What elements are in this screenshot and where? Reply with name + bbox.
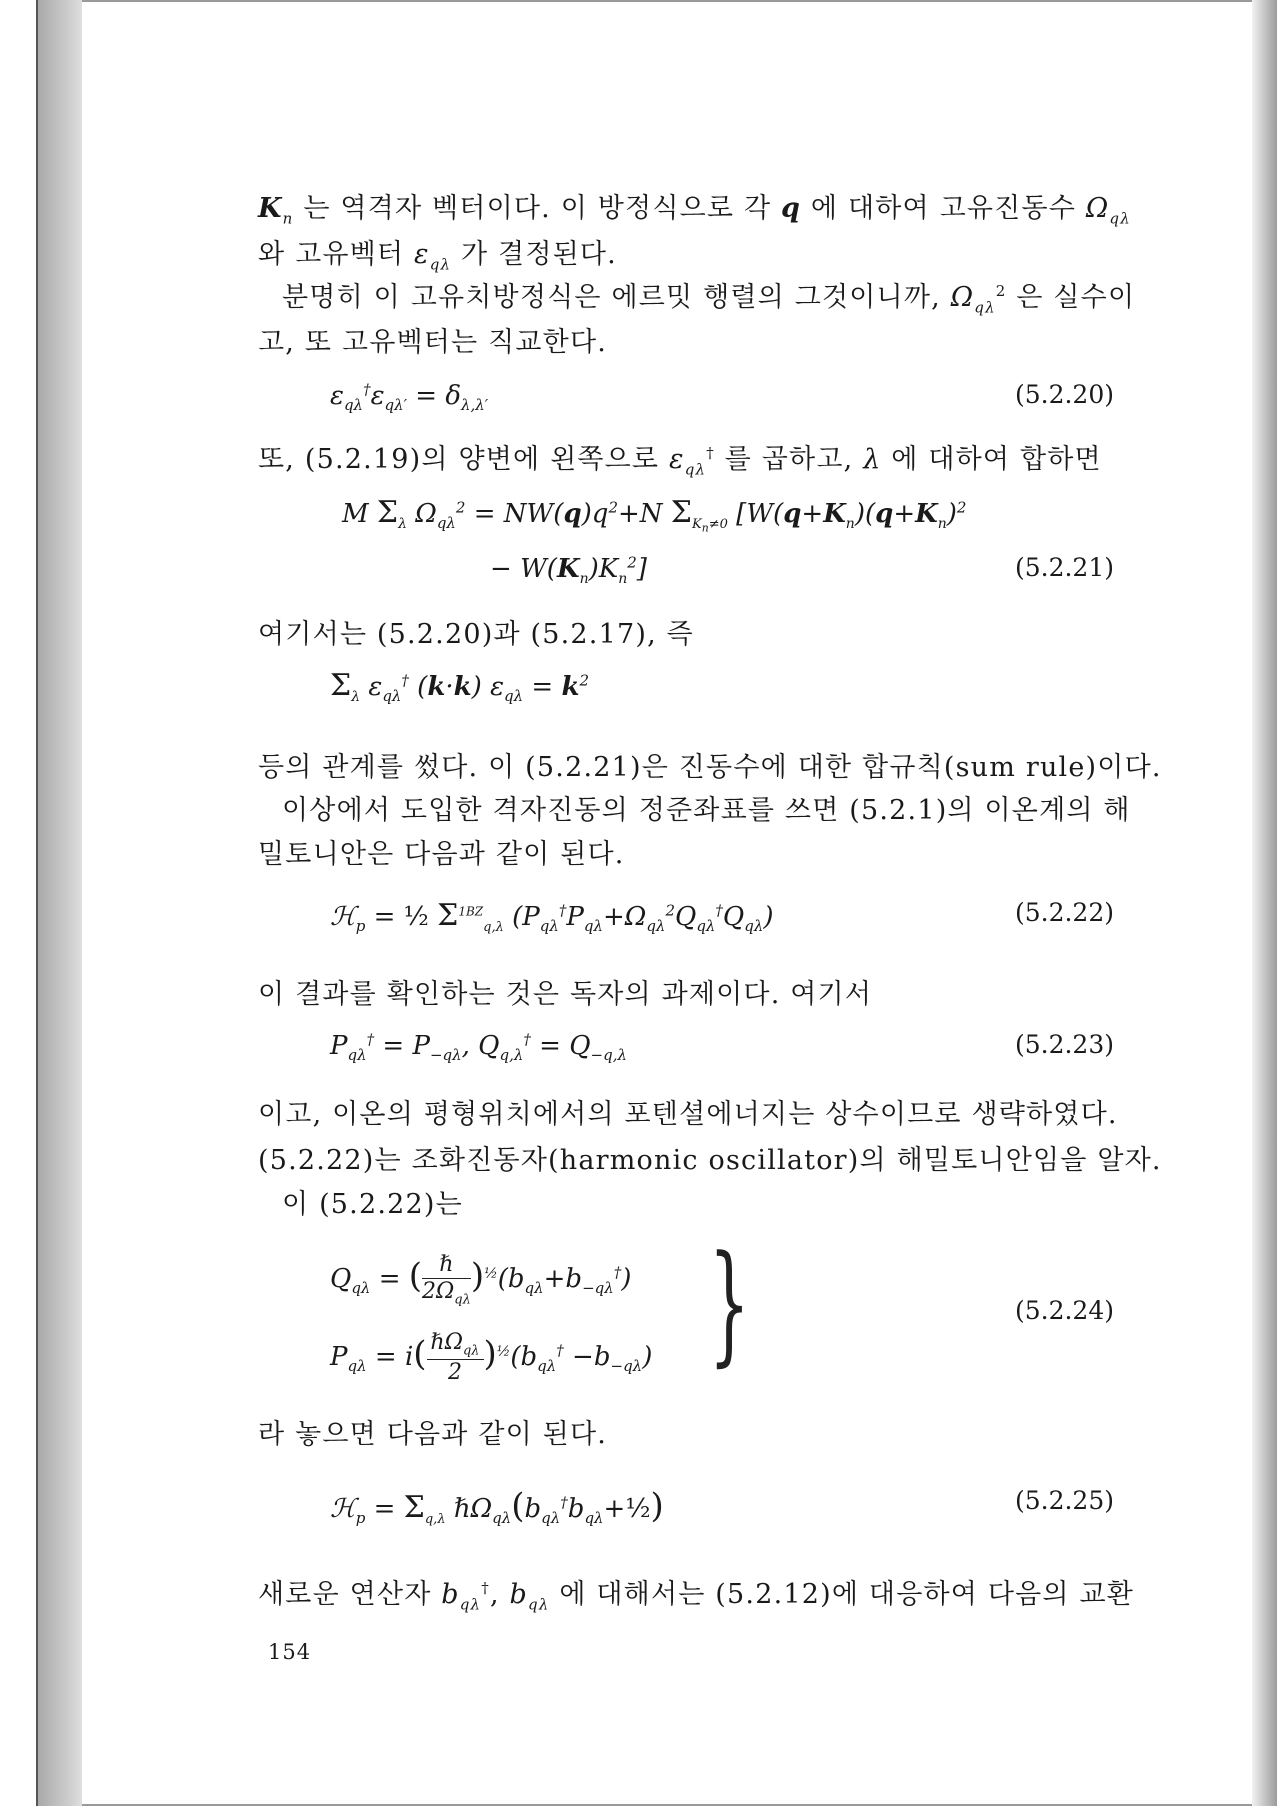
book-spine-left [36,0,84,1806]
right-brace: } [708,1227,751,1379]
equation-5-2-22 [330,898,1114,935]
text-line: 고, 또 고유벡터는 직교한다. [258,327,608,358]
equation-expr: $\Sigma_\lambda$ $\varepsilon_{q\lambda}^\dagger$ (k·k) $\varepsilon_{q\lambda} = k^2$ [330,668,590,706]
equation-number: (5.2.22) [1014,898,1114,927]
text-line: 라 놓으면 다음과 같이 된다. [258,1419,608,1450]
equation-expr: $\varepsilon_{q\lambda}^\dagger\varepsilon_{q\lambda'} = \delta_{\lambda,\lambda'}$ [330,380,489,414]
equation-expr: $P_{q\lambda}^\dagger = P_{-q\lambda}$, $Q_{q,\lambda}^\dagger = Q_{-q,\lambda}$ [330,1030,627,1064]
equation-expr: ℋ$_p$ = $\Sigma_{q,\lambda}$ $\hbar\Omega_{q\lambda}(b_{q\lambda}^\dagger b_{q\lambda}+\frac{1}{2})$ [330,1486,664,1528]
equation-5-2-24-line1 [330,1252,631,1308]
text-line: (5.2.22)는 조화진동자(harmonic oscillator)의 해밀토니안임을 알자. [258,1145,1162,1176]
equation-number: (5.2.24) [1014,1296,1114,1325]
equation-5-2-20 [330,380,1114,414]
equation-expr: $Q_{q\lambda}$ = ( ℏ $2\Omega_{q\lambda}$ )$^{\frac{1}{2}}(b_{q\lambda}+b_{-q\lambda}^\dagger)$ [330,1252,632,1308]
equation-number: (5.2.23) [1014,1030,1114,1059]
equation-number: (5.2.25) [1014,1486,1114,1515]
equation-expr: M $\Sigma_\lambda$ $\Omega_{q\lambda}^2 = NW(q)q^2+N$ $\Sigma_{K_n\ne 0}$ [$W(q+K_n)(q+K_n)^2$ [342,495,967,535]
equation-5-2-21-line2 [490,553,1114,587]
text-line: 이 결과를 확인하는 것은 독자의 과제이다. 여기서 [258,979,873,1010]
page-number: 154 [268,1640,312,1664]
equation-5-2-25 [330,1486,1114,1527]
text-line: 이상에서 도입한 격자진동의 정준좌표를 쓰면 (5.2.1)의 이온계의 해 [282,795,1131,826]
equation-number: (5.2.20) [1014,380,1114,409]
text-line: 또, (5.2.19)의 양변에 왼쪽으로 $\varepsilon_{q\lambda}^\dagger$ 를 곱하고, λ 에 대하여 합하면 [258,444,1102,479]
equation-5-2-21-line1 [342,495,966,535]
text-line: 분명히 이 고유치방정식은 에르밋 행렬의 그것이니까, $\Omega_{q\lambda}^2$ 은 실수이 [282,282,1136,317]
text-line: 밀토니안은 다음과 같이 된다. [258,839,625,870]
equation-expr: − $W(K_n)K_n^2$] [490,553,647,587]
text-line: 등의 관계를 썼다. 이 (5.2.21)은 진동수에 대한 합규칙(sum rule)이다. [258,752,1162,783]
book-edge-right [1252,0,1277,1806]
equation-sum-relation [330,668,589,705]
equation-number: (5.2.21) [1014,553,1114,582]
equation-expr: ℋ$_p$ = ½ $\Sigma^{1BZ}_{q,\lambda}$ $(P_{q\lambda}^\dagger P_{q\lambda}+\Omega_{q\lambda}^2Q_{q\lambda}^\dagger Q_{q\lambda})$ [330,898,774,936]
text-line: 와 고유벡터 $\varepsilon_{q\lambda}$ 가 결정된다. [258,239,617,274]
text-line: $K_n$ 는 역격자 벡터이다. 이 방정식으로 각 q 에 대하여 고유진동수 $\Omega_{q\lambda}$ [258,193,1131,228]
text-line: 여기서는 (5.2.20)과 (5.2.17), 즉 [258,619,694,650]
equation-5-2-23 [330,1030,1114,1064]
text-line: 이 (5.2.22)는 [282,1189,463,1220]
text-line: 이고, 이온의 평형위치에서의 포텐셜에너지는 상수이므로 생략하였다. [258,1099,1118,1130]
text-line: 새로운 연산자 $b_{q\lambda}^\dagger$, $b_{q\lambda}$ 에 대해서는 (5.2.12)에 대응하여 다음의 교환 [258,1579,1135,1614]
equation-5-2-24-line2 [330,1330,652,1386]
equation-expr: $P_{q\lambda} = i$( ℏΩ$_{q\lambda}$ 2 )$^{\frac{1}{2}}(b_{q\lambda}^\dagger -b_{-q\lambda})$ [330,1330,653,1385]
